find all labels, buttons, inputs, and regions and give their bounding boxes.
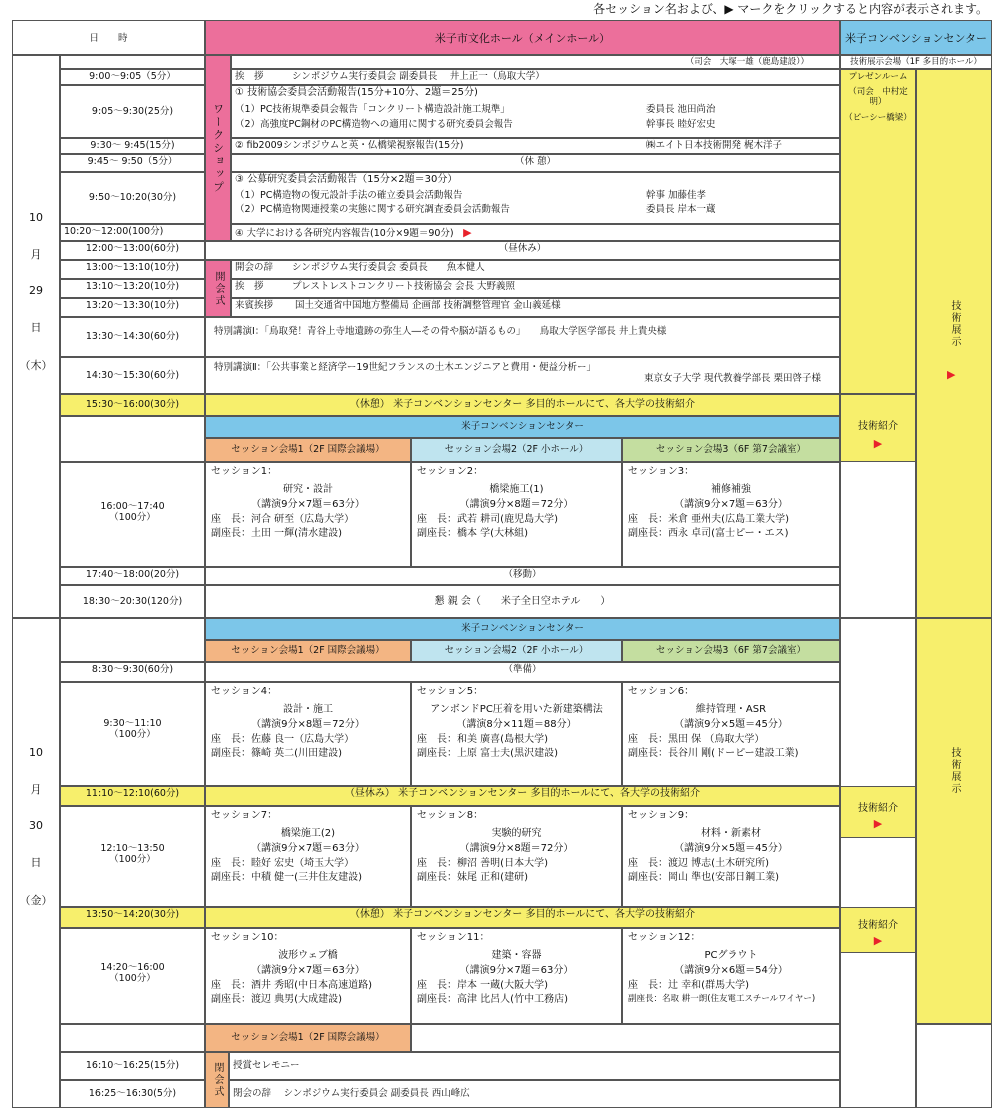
special-lecture-2[interactable]: 特別講演Ⅱ：「公共事業と経済学ー19世紀フランスの土木エンジニアと費用・便益分析ー」 東京女子大学 現代教養学部長 栗田啓子様 <box>205 357 840 394</box>
time-row: 18:30～20:30(120分) <box>60 585 205 618</box>
time-row: 13:50～14:20(30分) <box>60 907 205 928</box>
exhibit-hall-label: 技術展示会場（1F 多目的ホール） <box>840 55 992 69</box>
blank-cell <box>916 1024 992 1108</box>
time-row-blank <box>60 1024 205 1052</box>
ws-report-3[interactable]: ③ 公募研究委員会活動報告（15分×2題＝30分） （1）PC構造物の復元設計手法の確立委員会活動報告 幹事 加藤佳孝 （2）PC構造物関連授業の実態に関する研究調査委員会活動報告 委員長 岸本一蔵 <box>231 172 840 224</box>
tech-intro-3[interactable]: 技術紹介 ▶ <box>840 907 916 953</box>
move: （移動） <box>205 567 840 585</box>
main-hall-header[interactable]: 米子市文化ホール（メインホール） <box>205 20 840 55</box>
blank-cell <box>411 1024 840 1052</box>
day2-label: 10 月 30 日 （金） <box>19 746 53 907</box>
play-triangle-icon[interactable]: ▶ <box>873 817 883 830</box>
time-row: 16:00～17:40 （100分） <box>60 462 205 567</box>
break-tech-intro-3: （休憩） 米子コンベンションセンター 多目的ホールにて、各大学の技術紹介 <box>205 907 840 928</box>
time-row: 13:20～13:30(10分) <box>60 298 205 317</box>
venue-1-day2[interactable]: セッション会場1（2F 国際会議場） <box>205 640 411 662</box>
convention-banner-2[interactable]: 米子コンベンションセンター <box>205 618 840 640</box>
session-4[interactable]: セッション4： 設計・施工 （講演9分×8題＝72分） 座 長：佐藤 良一（広島大学） 副座長：篠崎 英二(川田建設) <box>205 682 411 786</box>
time-row: 16:25～16:30(5分) <box>60 1080 205 1108</box>
session-2[interactable]: セッション2： 橋梁施工(1) （講演9分×8題＝72分） 座 長：武若 耕司(鹿児島大学) 副座長：橋本 学(大林組) <box>411 462 622 567</box>
time-row: 12:00～13:00(60分) <box>60 241 205 260</box>
opening-label[interactable]: 開会式 <box>205 260 231 317</box>
tech-exhibit-1[interactable]: 技術展示 ▶ <box>916 69 992 618</box>
convention-header[interactable]: 米子コンベンションセンター <box>840 20 992 55</box>
time-row: 14:20～16:00 （100分） <box>60 928 205 1024</box>
blank-cell <box>840 618 916 1108</box>
time-row: 16:10～16:25(15分) <box>60 1052 205 1080</box>
time-row: 12:10～13:50 （100分） <box>60 806 205 907</box>
time-row <box>60 55 205 69</box>
venue-3[interactable]: セッション会場3（6F 第7会議室） <box>622 438 840 462</box>
session-11[interactable]: セッション11： 建築・容器 （講演9分×7題＝63分） 座 長：岸本 一蔵(大阪大学) 副座長：高津 比呂人(竹中工務店) <box>411 928 622 1024</box>
ws-break: （休 憩） <box>231 154 840 172</box>
time-row: 8:30～9:30(60分) <box>60 662 205 682</box>
session-9[interactable]: セッション9： 材料・新素材 （講演9分×5題＝45分） 座 長：渡辺 博志(土木研究所) 副座長：岡山 準也(安部日鋼工業) <box>622 806 840 907</box>
venue-1[interactable]: セッション会場1（2F 国際会議場） <box>205 438 411 462</box>
opening-greeting: 挨 拶 プレストレストコンクリート技術協会 会長 大野義照 <box>231 279 840 298</box>
break-tech-intro-2: （昼休み） 米子コンベンションセンター 多目的ホールにて、各大学の技術紹介 <box>205 786 840 806</box>
lunch-break: （昼休み） <box>205 241 840 260</box>
time-row: 9:05～9:30(25分) <box>60 85 205 138</box>
session-10[interactable]: セッション10： 波形ウェブ橋 （講演9分×7題＝63分） 座 長：酒井 秀昭(中日本高速道路) 副座長：渡辺 典男(大成建設) <box>205 928 411 1024</box>
session-3[interactable]: セッション3： 補修補強 （講演9分×7題＝63分） 座 長：米倉 亜州夫(広島工業大学) 副座長：西永 卓司(富士ピー・エス) <box>622 462 840 567</box>
time-row: 11:10～12:10(60分) <box>60 786 205 806</box>
closing-label[interactable]: 閉会式 <box>205 1052 229 1108</box>
venue-2-day2[interactable]: セッション会場2（2F 小ホール） <box>411 640 622 662</box>
session-8[interactable]: セッション8： 実験的研究 （講演9分×8題＝72分） 座 長：柳沼 善明(日本大学) 副座長：妹尾 正和(建研) <box>411 806 622 907</box>
venue-1-closing[interactable]: セッション会場1（2F 国際会議場） <box>205 1024 411 1052</box>
session-7[interactable]: セッション7： 橋梁施工(2) （講演9分×7題＝63分） 座 長：睦好 宏史（埼玉大学） 副座長：中積 健一(三井住友建設) <box>205 806 411 907</box>
tech-exhibit-2[interactable]: 技術展示 <box>916 618 992 1024</box>
session-1[interactable]: セッション1： 研究・設計 （講演9分×7題＝63分） 座 長：河合 研至（広島大学） 副座長：土田 一輝(清水建設) <box>205 462 411 567</box>
time-row: 9:50～10:20(30分) <box>60 172 205 224</box>
time-row-blank <box>60 618 205 662</box>
time-row: 9:45～ 9:50（5分） <box>60 154 205 172</box>
ws-report-2[interactable]: ② fib2009シンポジウムと英・仏橋梁視察報告(15分) ㈱エイト日本技術開発 梶木洋子 <box>231 138 840 154</box>
prep: （準備） <box>205 662 840 682</box>
tech-intro-1[interactable]: 技術紹介 ▶ <box>840 394 916 462</box>
datetime-header: 日 時 <box>12 20 205 55</box>
play-triangle-icon[interactable]: ▶ <box>947 368 956 381</box>
award-ceremony: 授賞セレモニー <box>229 1052 840 1080</box>
time-row: 9:00～9:05（5分） <box>60 69 205 85</box>
guest-greeting: 来賓挨拶 国土交通省中国地方整備局 企画部 技術調整管理官 金山義延様 <box>231 298 840 317</box>
time-row: 13:00～13:10(10分) <box>60 260 205 279</box>
session-12[interactable]: セッション12： PCグラウト （講演9分×6題＝54分） 座 長：辻 幸和(群馬大学) 副座長：名取 耕一朗(住友電工スチールワイヤー) <box>622 928 840 1024</box>
opening-remarks: 開会の辞 シンポジウム実行委員会 委員長 魚本健人 <box>231 260 840 279</box>
reception: 懇 親 会（ 米子全日空ホテル ） <box>205 585 840 618</box>
break-tech-intro-1: （休憩） 米子コンベンションセンター 多目的ホールにて、各大学の技術紹介 <box>205 394 840 416</box>
play-triangle-icon[interactable]: ▶ <box>873 934 883 947</box>
session-5[interactable]: セッション5： アンボンドPC圧着を用いた新建築構法 （講演8分×11題＝88分） 座 長：和美 廣喜(島根大学) 副座長：上原 富士夫(黒沢建設) <box>411 682 622 786</box>
play-triangle-icon[interactable]: ▶ <box>463 226 472 239</box>
time-row: 13:10～13:20(10分) <box>60 279 205 298</box>
day1-label: 10 月 29 日 （木） <box>19 211 53 372</box>
time-row: 9:30～11:10 （100分） <box>60 682 205 786</box>
time-row-blank <box>60 416 205 462</box>
ws-report-1[interactable]: ① 技術協会委員会活動報告(15分+10分、2題＝25分) （1）PC技術規準委員会報告「コンクリート構造設計施工規準」 委員長 池田尚治 （2）高強度PC鋼材のPC構造物への適用に関する研究委員会報告 幹事長 睦好宏史 <box>231 85 840 138</box>
time-row: 13:30～14:30(60分) <box>60 317 205 357</box>
closing-remarks: 閉会の辞 シンポジウム実行委員会 副委員長 西山峰広 <box>229 1080 840 1108</box>
time-row: 15:30～16:00(30分) <box>60 394 205 416</box>
venue-3-day2[interactable]: セッション会場3（6F 第7会議室） <box>622 640 840 662</box>
ws-aisatsu: 挨 拶 シンポジウム実行委員会 副委員長 井上正一（鳥取大学） <box>231 69 840 85</box>
time-row: 17:40～18:00(20分) <box>60 567 205 585</box>
time-row: 9:30～ 9:45(15分) <box>60 138 205 154</box>
time-row: 14:30～15:30(60分) <box>60 357 205 394</box>
time-row: 10:20～12:00(100分) <box>60 224 205 241</box>
ws-report-4[interactable]: ④ 大学における各研究内容報告(10分×9題＝90分) ▶ <box>231 224 840 241</box>
header-note: 各セッション名および、▶ マークをクリックすると内容が表示されます。 <box>593 2 988 16</box>
session-6[interactable]: セッション6： 維持管理・ASR （講演9分×5題＝45分） 座 長：黒田 保 （鳥取大学） 副座長：長谷川 剛(ドーピー建設工業) <box>622 682 840 786</box>
workshop-label[interactable]: ワークショップ <box>205 55 231 241</box>
special-lecture-1[interactable]: 特別講演Ⅰ：「鳥取発！青谷上寺地遺跡の弥生人―その骨や脳が語るもの」 鳥取大学医学部長 井上貴央様 <box>205 317 840 357</box>
play-triangle-icon[interactable]: ▶ <box>873 437 883 450</box>
venue-2[interactable]: セッション会場2（2F 小ホール） <box>411 438 622 462</box>
tech-intro-2[interactable]: 技術紹介 ▶ <box>840 786 916 838</box>
moderator-line: （司会 大塚一雄（鹿島建設）） <box>231 55 840 69</box>
convention-banner-1[interactable]: 米子コンベンションセンター <box>205 416 840 438</box>
presen-room: プレゼンルーム （司会 中村定明） （ピーシー橋梁） <box>840 69 916 394</box>
